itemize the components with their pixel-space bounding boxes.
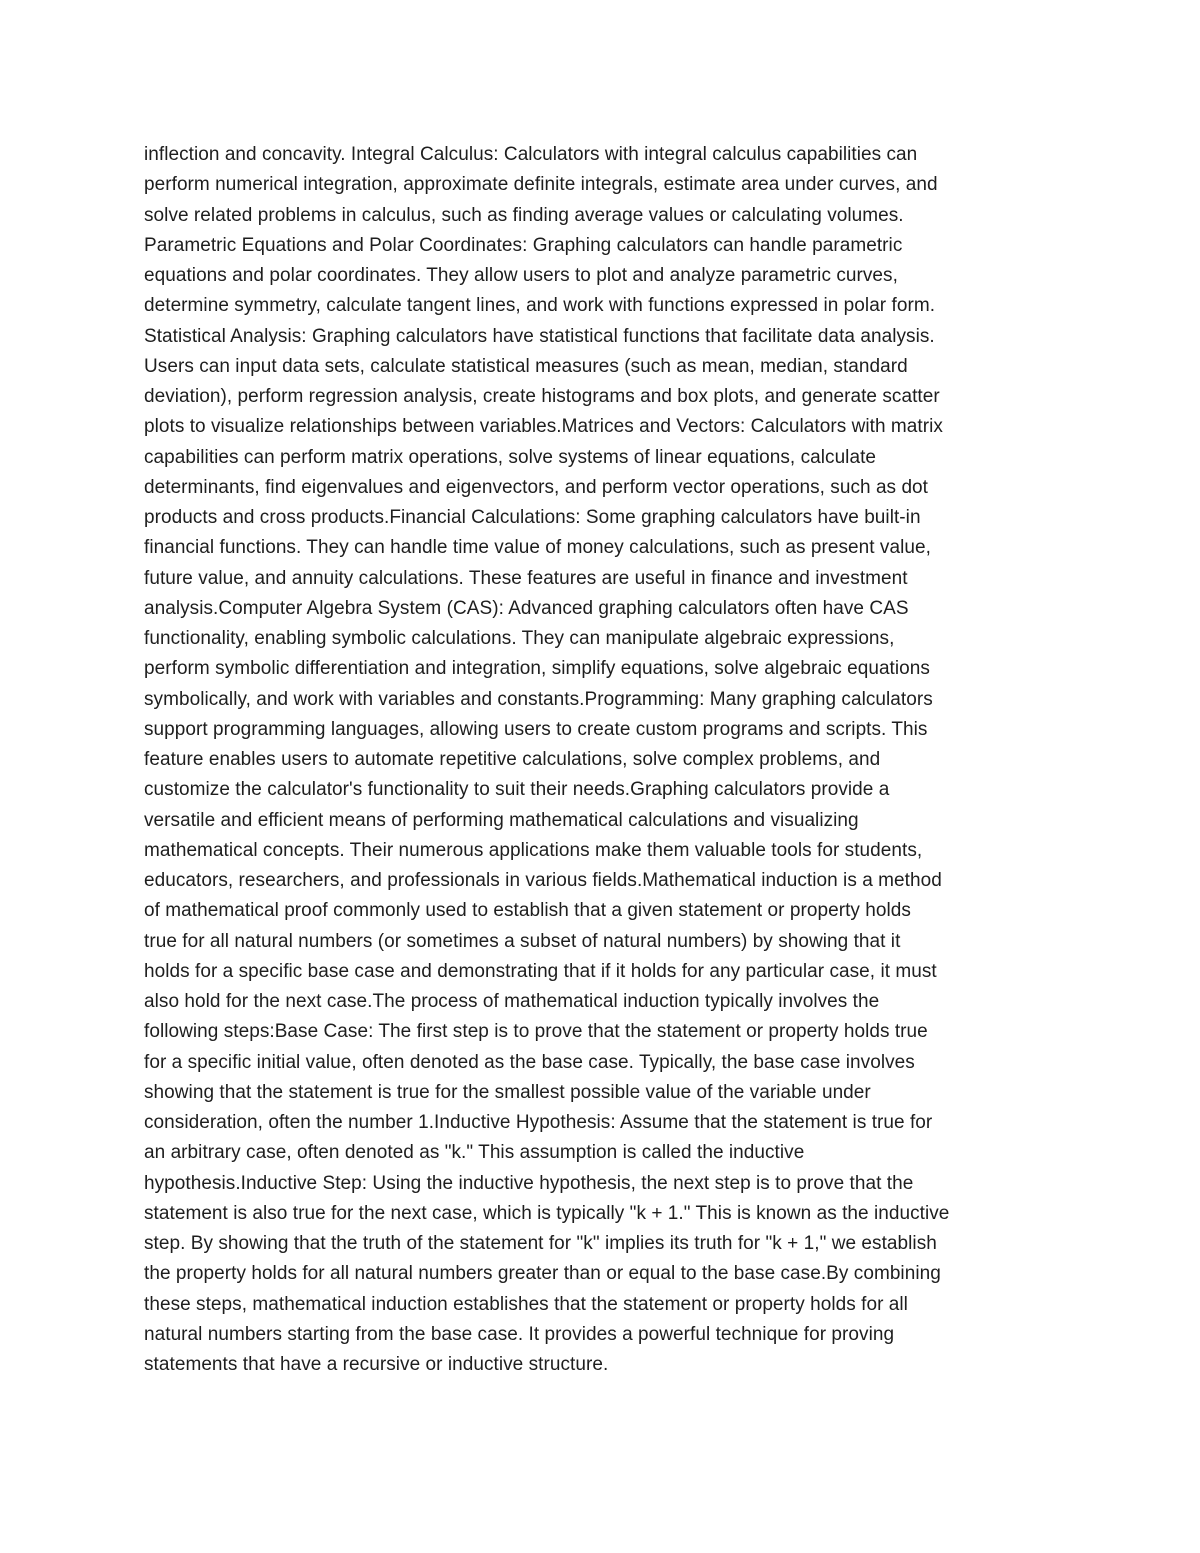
text-line: perform symbolic differentiation and integration, simplify equations, solve algebraic equations xyxy=(144,658,930,680)
text-line: analysis.Computer Algebra System (CAS): Advanced graphing calculators often have CAS xyxy=(144,597,909,619)
text-line: Users can input data sets, calculate statistical measures (such as mean, median, standard xyxy=(144,355,908,377)
text-line: support programming languages, allowing users to create custom programs and scripts. This xyxy=(144,718,928,740)
text-line: feature enables users to automate repetitive calculations, solve complex problems, and xyxy=(144,749,881,770)
text-line: symbolically, and work with variables and constants.Programming: Many graphing calculators xyxy=(144,688,933,710)
text-line: Parametric Equations and Polar Coordinates: Graphing calculators can handle parametric xyxy=(144,234,903,256)
text-line: plots to visualize relationships between variables.Matrices and Vectors: Calculators with matrix xyxy=(144,416,943,438)
text-line: future value, and annuity calculations. These features are useful in finance and investment xyxy=(144,567,908,589)
text-line: also hold for the next case.The process of mathematical induction typically involves the xyxy=(144,991,880,1012)
text-line: versatile and efficient means of performing mathematical calculations and visualizing xyxy=(144,809,859,831)
text-line: statement is also true for the next case, which is typically "k + 1." This is known as the inductive xyxy=(144,1202,950,1224)
text-line: for a specific initial value, often denoted as the base case. Typically, the base case involves xyxy=(144,1051,915,1073)
text-line: deviation), perform regression analysis, create histograms and box plots, and generate scatter xyxy=(144,386,940,407)
text-line: Statistical Analysis: Graphing calculators have statistical functions that facilitate data analysis. xyxy=(144,325,935,347)
text-line: educators, researchers, and professionals in various fields.Mathematical induction is a method xyxy=(144,870,942,891)
text-line: statements that have a recursive or inductive structure. xyxy=(144,1354,609,1375)
text-line: determinants, find eigenvalues and eigenvectors, and perform vector operations, such as dot xyxy=(144,476,929,498)
text-line: true for all natural numbers (or sometimes a subset of natural numbers) by showing that it xyxy=(144,930,901,952)
text-line: holds for a specific base case and demonstrating that if it holds for any particular case, it must xyxy=(144,960,937,982)
text-line: of mathematical proof commonly used to establish that a given statement or property holds xyxy=(144,900,911,922)
text-line: these steps, mathematical induction establishes that the statement or property holds for all xyxy=(144,1293,908,1315)
text-line: perform numerical integration, approximate definite integrals, estimate area under curves, and xyxy=(144,174,938,196)
text-line: mathematical concepts. Their numerous applications make them valuable tools for students, xyxy=(144,839,923,861)
text-line: step. By showing that the truth of the statement for "k" implies its truth for "k + 1," we establish xyxy=(144,1233,937,1254)
text-line: financial functions. They can handle time value of money calculations, such as present value, xyxy=(144,537,931,559)
text-line: inflection and concavity. Integral Calculus: Calculators with integral calculus capabilities can xyxy=(144,144,918,165)
text-line: functionality, enabling symbolic calculations. They can manipulate algebraic expressions, xyxy=(144,628,895,649)
text-line: capabilities can perform matrix operations, solve systems of linear equations, calculate xyxy=(144,446,877,468)
text-line: hypothesis.Inductive Step: Using the inductive hypothesis, the next step is to prove that the xyxy=(144,1172,914,1194)
text-line: an arbitrary case, often denoted as "k." This assumption is called the inductive xyxy=(144,1142,805,1164)
text-line: products and cross products.Financial Calculations: Some graphing calculators have built-in xyxy=(144,507,921,528)
text-line: solve related problems in calculus, such as finding average values or calculating volumes. xyxy=(144,204,904,226)
text-line: following steps:Base Case: The first step is to prove that the statement or property holds true xyxy=(144,1021,928,1043)
body-text xyxy=(144,140,1074,1380)
text-line: the property holds for all natural numbers greater than or equal to the base case.By combining xyxy=(144,1263,941,1285)
text-line: natural numbers starting from the base case. It provides a powerful technique for proving xyxy=(144,1323,895,1345)
text-line: showing that the statement is true for the smallest possible value of the variable under xyxy=(144,1081,871,1103)
text-line: determine symmetry, calculate tangent lines, and work with functions expressed in polar form. xyxy=(144,295,936,317)
text-line: equations and polar coordinates. They allow users to plot and analyze parametric curves, xyxy=(144,265,898,286)
text-line: consideration, often the number 1.Inductive Hypothesis: Assume that the statement is true for xyxy=(144,1112,933,1133)
text-line: customize the calculator's functionality to suit their needs.Graphing calculators provide a xyxy=(144,779,890,801)
